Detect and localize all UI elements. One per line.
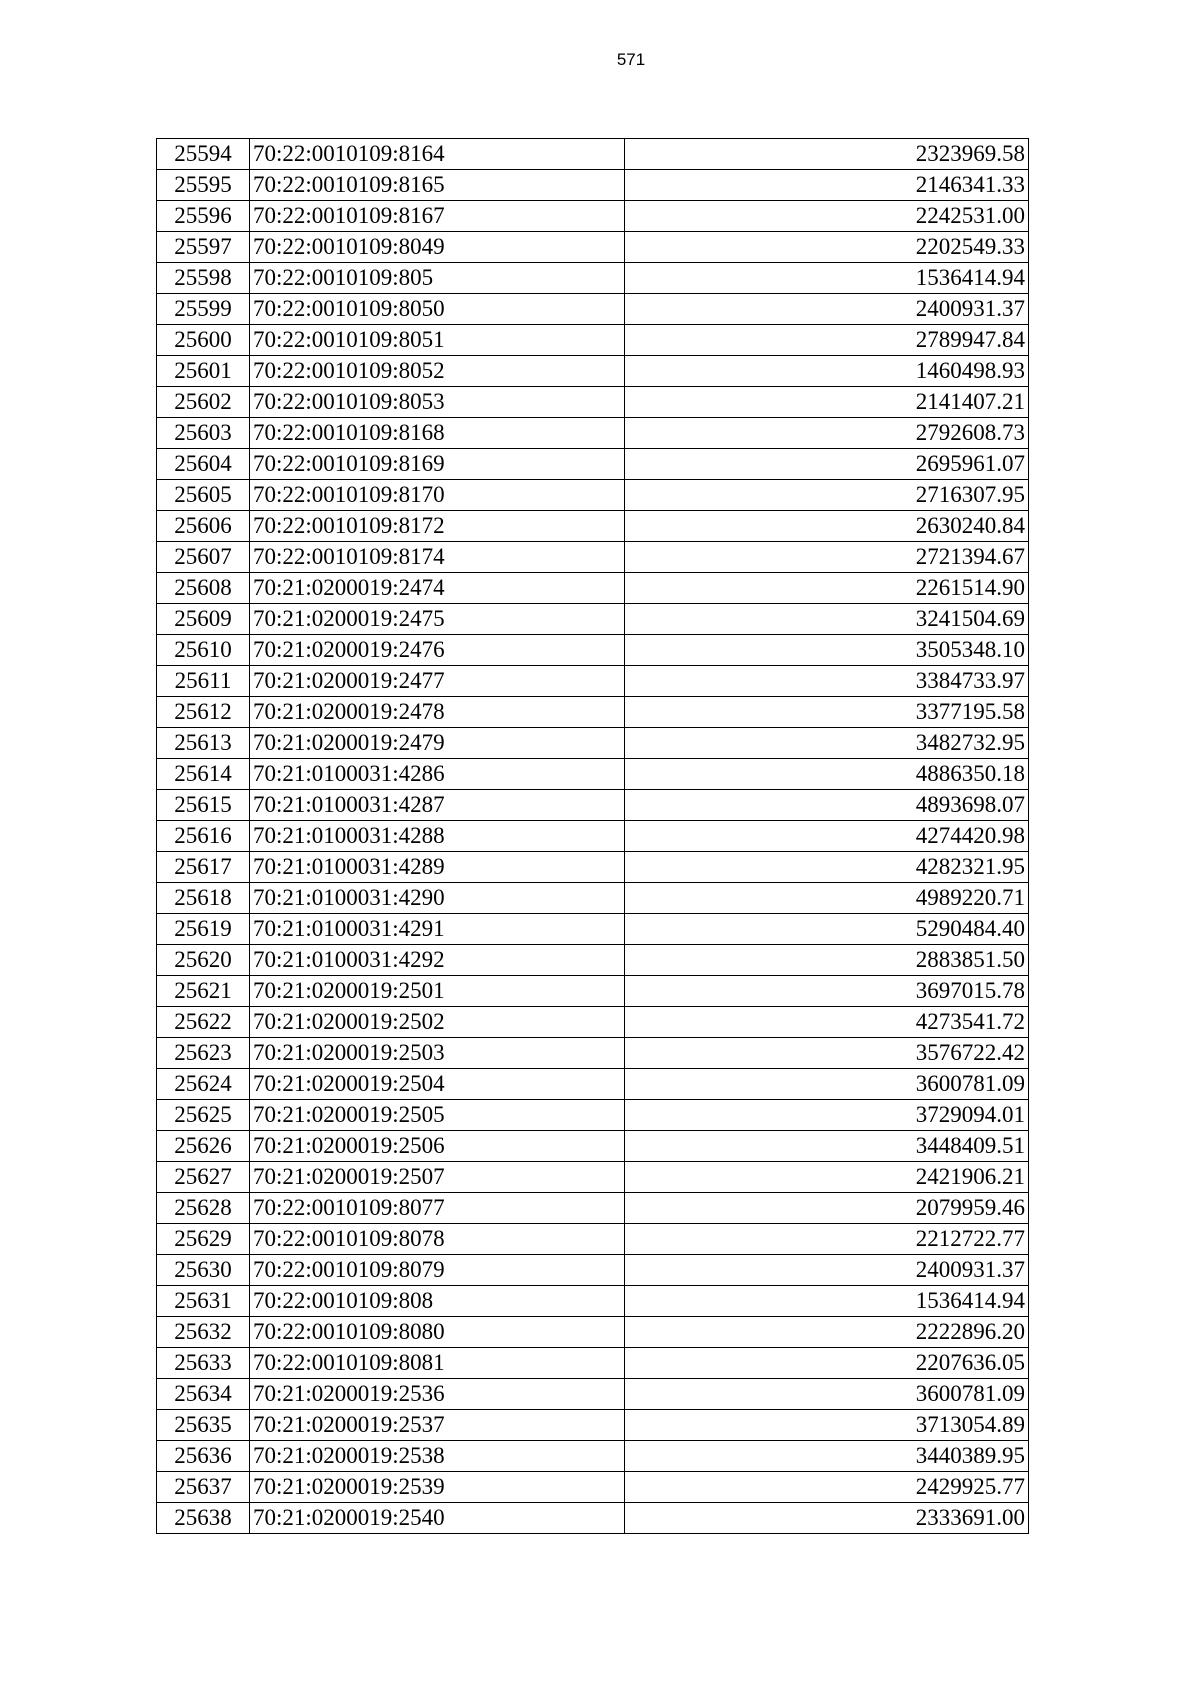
cadastral-number-cell: 70:21:0200019:2539 <box>250 1472 625 1503</box>
cadastral-value-cell: 3600781.09 <box>625 1069 1029 1100</box>
table-row <box>157 1472 1029 1503</box>
cadastral-value-cell: 2323969.58 <box>625 139 1029 170</box>
row-number-cell: 25622 <box>157 1007 250 1038</box>
cadastral-number-cell: 70:21:0200019:2538 <box>250 1441 625 1472</box>
table-row <box>157 790 1029 821</box>
cadastral-value-cell: 2716307.95 <box>625 480 1029 511</box>
cadastral-value-cell: 2721394.67 <box>625 542 1029 573</box>
cadastral-value-cell: 4273541.72 <box>625 1007 1029 1038</box>
table-body <box>157 139 1029 1534</box>
row-number-cell: 25610 <box>157 635 250 666</box>
cadastral-number-cell: 70:21:0100031:4290 <box>250 883 625 914</box>
cadastral-number-cell: 70:21:0100031:4287 <box>250 790 625 821</box>
cadastral-value-cell: 3576722.42 <box>625 1038 1029 1069</box>
cadastral-value-cell: 3482732.95 <box>625 728 1029 759</box>
table-row <box>157 883 1029 914</box>
table-row <box>157 139 1029 170</box>
table-row <box>157 201 1029 232</box>
cadastral-number-cell: 70:21:0200019:2501 <box>250 976 625 1007</box>
cadastral-value-cell: 1536414.94 <box>625 263 1029 294</box>
row-number-cell: 25612 <box>157 697 250 728</box>
table-row <box>157 387 1029 418</box>
cadastral-value-cell: 2883851.50 <box>625 945 1029 976</box>
row-number-cell: 25601 <box>157 356 250 387</box>
cadastral-number-cell: 70:22:0010109:8053 <box>250 387 625 418</box>
row-number-cell: 25633 <box>157 1348 250 1379</box>
table-row <box>157 697 1029 728</box>
cadastral-value-cell: 3384733.97 <box>625 666 1029 697</box>
table-row <box>157 635 1029 666</box>
cadastral-number-cell: 70:22:0010109:8078 <box>250 1224 625 1255</box>
row-number-cell: 25615 <box>157 790 250 821</box>
cadastral-number-cell: 70:21:0100031:4288 <box>250 821 625 852</box>
cadastral-number-cell: 70:21:0200019:2475 <box>250 604 625 635</box>
table-row <box>157 263 1029 294</box>
table-row <box>157 1038 1029 1069</box>
row-number-cell: 25614 <box>157 759 250 790</box>
row-number-cell: 25609 <box>157 604 250 635</box>
cadastral-value-cell: 2207636.05 <box>625 1348 1029 1379</box>
cadastral-number-cell: 70:21:0200019:2479 <box>250 728 625 759</box>
cadastral-number-cell: 70:22:0010109:8174 <box>250 542 625 573</box>
cadastral-value-cell: 3729094.01 <box>625 1100 1029 1131</box>
cadastral-value-cell: 3377195.58 <box>625 697 1029 728</box>
cadastral-number-cell: 70:21:0200019:2505 <box>250 1100 625 1131</box>
table-row <box>157 294 1029 325</box>
cadastral-value-cell: 2789947.84 <box>625 325 1029 356</box>
table-row <box>157 1255 1029 1286</box>
cadastral-value-cell: 2400931.37 <box>625 294 1029 325</box>
cadastral-value-cell: 2079959.46 <box>625 1193 1029 1224</box>
table-row <box>157 1379 1029 1410</box>
cadastral-value-cell: 3448409.51 <box>625 1131 1029 1162</box>
cadastral-value-cell: 2202549.33 <box>625 232 1029 263</box>
cadastral-number-cell: 70:21:0200019:2502 <box>250 1007 625 1038</box>
table-row <box>157 1317 1029 1348</box>
table-row <box>157 232 1029 263</box>
table-row <box>157 1007 1029 1038</box>
cadastral-number-cell: 70:21:0200019:2504 <box>250 1069 625 1100</box>
cadastral-number-cell: 70:22:0010109:8169 <box>250 449 625 480</box>
table-row <box>157 976 1029 1007</box>
table-row <box>157 1162 1029 1193</box>
row-number-cell: 25599 <box>157 294 250 325</box>
cadastral-value-cell: 2242531.00 <box>625 201 1029 232</box>
row-number-cell: 25632 <box>157 1317 250 1348</box>
table-row <box>157 945 1029 976</box>
cadastral-value-cell: 1536414.94 <box>625 1286 1029 1317</box>
cadastral-number-cell: 70:22:0010109:8165 <box>250 170 625 201</box>
cadastral-number-cell: 70:22:0010109:8051 <box>250 325 625 356</box>
cadastral-number-cell: 70:22:0010109:808 <box>250 1286 625 1317</box>
cadastral-value-cell: 3600781.09 <box>625 1379 1029 1410</box>
table-row <box>157 356 1029 387</box>
cadastral-value-cell: 3697015.78 <box>625 976 1029 1007</box>
table-row <box>157 1193 1029 1224</box>
cadastral-value-cell: 3440389.95 <box>625 1441 1029 1472</box>
row-number-cell: 25607 <box>157 542 250 573</box>
cadastral-number-cell: 70:21:0100031:4291 <box>250 914 625 945</box>
table-row <box>157 1224 1029 1255</box>
cadastral-number-cell: 70:22:0010109:8164 <box>250 139 625 170</box>
cadastral-value-cell: 3505348.10 <box>625 635 1029 666</box>
row-number-cell: 25613 <box>157 728 250 759</box>
row-number-cell: 25638 <box>157 1503 250 1534</box>
cadastral-number-cell: 70:21:0100031:4289 <box>250 852 625 883</box>
cadastral-value-cell: 2630240.84 <box>625 511 1029 542</box>
page-number: 571 <box>616 50 646 69</box>
row-number-cell: 25602 <box>157 387 250 418</box>
table-row <box>157 852 1029 883</box>
row-number-cell: 25628 <box>157 1193 250 1224</box>
row-number-cell: 25595 <box>157 170 250 201</box>
cadastral-value-cell: 2222896.20 <box>625 1317 1029 1348</box>
cadastral-number-cell: 70:21:0200019:2506 <box>250 1131 625 1162</box>
cadastral-number-cell: 70:21:0100031:4292 <box>250 945 625 976</box>
table-row <box>157 170 1029 201</box>
cadastral-value-cell: 4282321.95 <box>625 852 1029 883</box>
table-row <box>157 449 1029 480</box>
table-row <box>157 542 1029 573</box>
table-row <box>157 914 1029 945</box>
row-number-cell: 25596 <box>157 201 250 232</box>
row-number-cell: 25624 <box>157 1069 250 1100</box>
row-number-cell: 25600 <box>157 325 250 356</box>
row-number-cell: 25598 <box>157 263 250 294</box>
cadastral-value-cell: 3713054.89 <box>625 1410 1029 1441</box>
table-row <box>157 759 1029 790</box>
cadastral-value-table <box>156 138 1029 1534</box>
table-row <box>157 1441 1029 1472</box>
cadastral-value-cell: 2429925.77 <box>625 1472 1029 1503</box>
cadastral-value-cell: 2421906.21 <box>625 1162 1029 1193</box>
cadastral-value-cell: 3241504.69 <box>625 604 1029 635</box>
row-number-cell: 25627 <box>157 1162 250 1193</box>
table-row <box>157 1069 1029 1100</box>
row-number-cell: 25620 <box>157 945 250 976</box>
cadastral-number-cell: 70:21:0200019:2477 <box>250 666 625 697</box>
row-number-cell: 25629 <box>157 1224 250 1255</box>
cadastral-value-cell: 4893698.07 <box>625 790 1029 821</box>
cadastral-value-cell: 4989220.71 <box>625 883 1029 914</box>
row-number-cell: 25617 <box>157 852 250 883</box>
cadastral-number-cell: 70:22:0010109:8079 <box>250 1255 625 1286</box>
cadastral-number-cell: 70:21:0200019:2507 <box>250 1162 625 1193</box>
cadastral-number-cell: 70:21:0200019:2474 <box>250 573 625 604</box>
row-number-cell: 25626 <box>157 1131 250 1162</box>
table-row <box>157 325 1029 356</box>
row-number-cell: 25608 <box>157 573 250 604</box>
cadastral-value-cell: 4274420.98 <box>625 821 1029 852</box>
row-number-cell: 25625 <box>157 1100 250 1131</box>
table-row <box>157 1100 1029 1131</box>
table-row <box>157 666 1029 697</box>
row-number-cell: 25616 <box>157 821 250 852</box>
row-number-cell: 25630 <box>157 1255 250 1286</box>
row-number-cell: 25597 <box>157 232 250 263</box>
table-row <box>157 604 1029 635</box>
cadastral-value-cell: 2400931.37 <box>625 1255 1029 1286</box>
cadastral-number-cell: 70:22:0010109:8168 <box>250 418 625 449</box>
cadastral-value-cell: 2792608.73 <box>625 418 1029 449</box>
table-row <box>157 511 1029 542</box>
table-row <box>157 480 1029 511</box>
row-number-cell: 25603 <box>157 418 250 449</box>
row-number-cell: 25611 <box>157 666 250 697</box>
row-number-cell: 25636 <box>157 1441 250 1472</box>
cadastral-number-cell: 70:21:0200019:2476 <box>250 635 625 666</box>
cadastral-number-cell: 70:22:0010109:8049 <box>250 232 625 263</box>
table-row <box>157 728 1029 759</box>
row-number-cell: 25605 <box>157 480 250 511</box>
table-row <box>157 1131 1029 1162</box>
cadastral-number-cell: 70:22:0010109:8081 <box>250 1348 625 1379</box>
cadastral-number-cell: 70:22:0010109:8077 <box>250 1193 625 1224</box>
row-number-cell: 25606 <box>157 511 250 542</box>
cadastral-value-cell: 4886350.18 <box>625 759 1029 790</box>
cadastral-number-cell: 70:21:0200019:2536 <box>250 1379 625 1410</box>
cadastral-value-cell: 5290484.40 <box>625 914 1029 945</box>
cadastral-number-cell: 70:21:0100031:4286 <box>250 759 625 790</box>
cadastral-number-cell: 70:21:0200019:2503 <box>250 1038 625 1069</box>
cadastral-value-cell: 2146341.33 <box>625 170 1029 201</box>
row-number-cell: 25619 <box>157 914 250 945</box>
cadastral-value-cell: 2261514.90 <box>625 573 1029 604</box>
row-number-cell: 25634 <box>157 1379 250 1410</box>
table-row <box>157 1286 1029 1317</box>
cadastral-number-cell: 70:21:0200019:2478 <box>250 697 625 728</box>
table-row <box>157 418 1029 449</box>
row-number-cell: 25631 <box>157 1286 250 1317</box>
table-row <box>157 1348 1029 1379</box>
row-number-cell: 25594 <box>157 139 250 170</box>
row-number-cell: 25623 <box>157 1038 250 1069</box>
table-row <box>157 1503 1029 1534</box>
cadastral-value-cell: 2141407.21 <box>625 387 1029 418</box>
table-row <box>157 1410 1029 1441</box>
cadastral-number-cell: 70:22:0010109:8052 <box>250 356 625 387</box>
cadastral-value-cell: 2333691.00 <box>625 1503 1029 1534</box>
cadastral-number-cell: 70:22:0010109:8167 <box>250 201 625 232</box>
cadastral-value-cell: 2695961.07 <box>625 449 1029 480</box>
table-row <box>157 821 1029 852</box>
cadastral-number-cell: 70:22:0010109:8170 <box>250 480 625 511</box>
row-number-cell: 25637 <box>157 1472 250 1503</box>
row-number-cell: 25618 <box>157 883 250 914</box>
row-number-cell: 25604 <box>157 449 250 480</box>
row-number-cell: 25621 <box>157 976 250 1007</box>
cadastral-value-cell: 2212722.77 <box>625 1224 1029 1255</box>
cadastral-value-cell: 1460498.93 <box>625 356 1029 387</box>
table-row <box>157 573 1029 604</box>
cadastral-number-cell: 70:22:0010109:805 <box>250 263 625 294</box>
cadastral-number-cell: 70:22:0010109:8050 <box>250 294 625 325</box>
cadastral-number-cell: 70:22:0010109:8172 <box>250 511 625 542</box>
cadastral-number-cell: 70:22:0010109:8080 <box>250 1317 625 1348</box>
cadastral-number-cell: 70:21:0200019:2537 <box>250 1410 625 1441</box>
row-number-cell: 25635 <box>157 1410 250 1441</box>
cadastral-number-cell: 70:21:0200019:2540 <box>250 1503 625 1534</box>
